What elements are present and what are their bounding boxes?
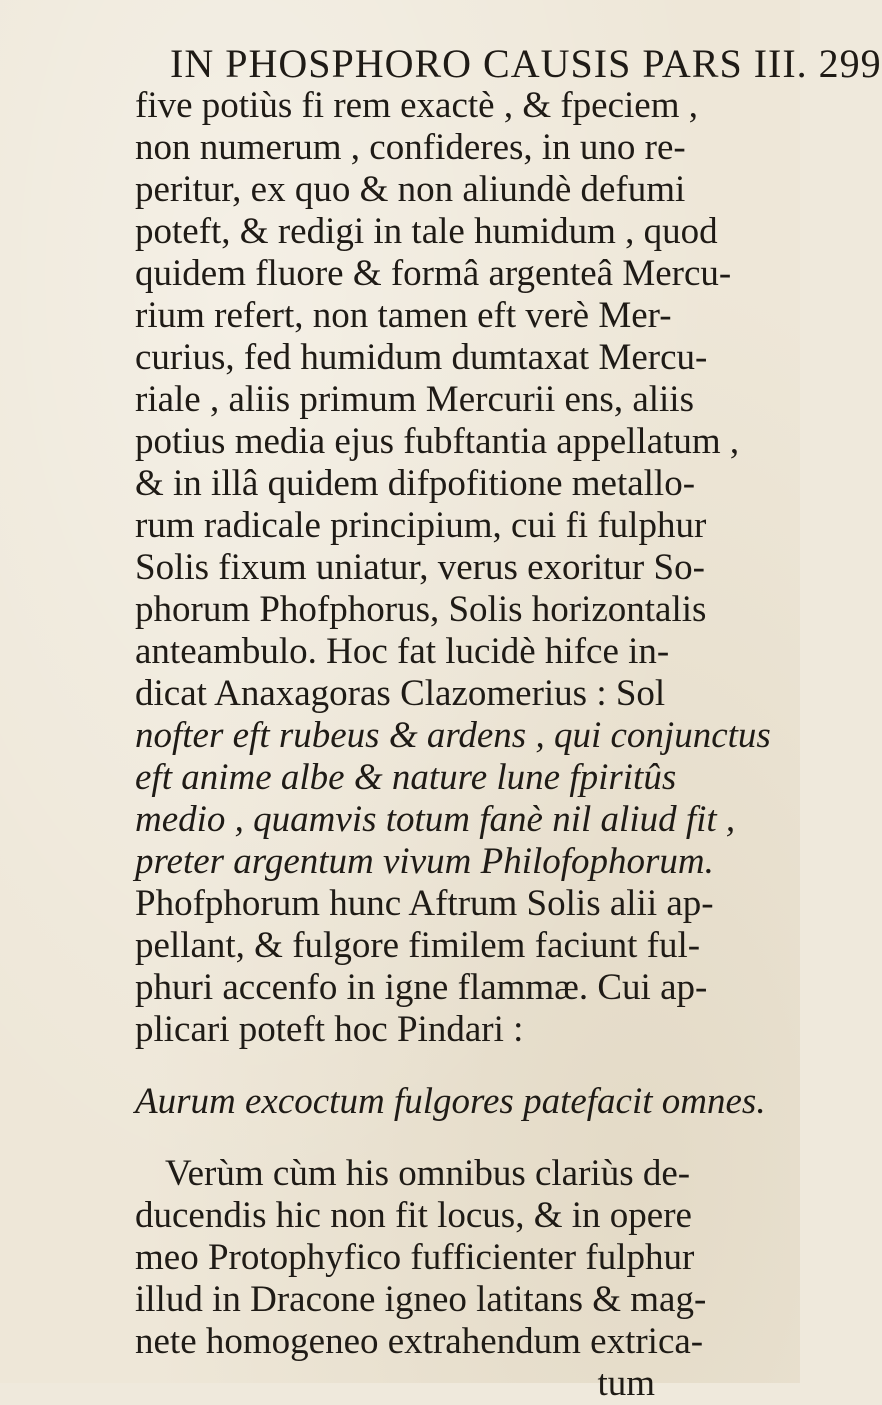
text-line: potius media ejus fubftantia appellatum , [135,421,740,462]
quote-line: medio , quamvis totum fanè nil aliud fit , [135,799,736,840]
text-line: illud in Dracone igneo latitans & mag- [135,1279,707,1320]
text-line: non numerum , confideres, in uno re- [135,127,686,168]
text-line: & in illâ quidem difpofitione metallo- [135,463,696,504]
text-line: five potiùs fi rem exactè , & fpeciem , [135,85,699,126]
quote-line: eft anime albe & nature lune fpiritûs [135,757,677,798]
text-line: phorum Phofphorus, Solis horizontalis [135,589,707,630]
text-line: Phofphorum hunc Aftrum Solis alii ap- [135,883,714,924]
text-line: rium refert, non tamen eft verè Mer- [135,295,672,336]
body-text [135,85,771,1405]
text-line: curius, fed humidum dumtaxat Mercu- [135,337,708,378]
spacer [135,1123,695,1153]
text-line: Solis fixum uniatur, verus exoritur So- [135,547,705,588]
text-line: plicari poteft hoc Pindari : [135,1009,524,1050]
text-line: phuri accenfo in igne flammæ. Cui ap- [135,967,708,1008]
catchword: tum [597,1363,655,1404]
text-line: dicat Anaxagoras Clazomerius : Sol [135,673,666,714]
text-line: anteambulo. Hoc fat lucidè hifce in- [135,631,670,672]
quote-line: preter argentum vivum Philofophorum. [135,841,714,882]
running-header: IN PHOSPHORO CAUSIS PARS III. 299 [170,41,882,86]
verse-line: Aurum excoctum fulgores patefacit omnes. [135,1081,766,1122]
text-line: rum radicale principium, cui fi fulphur [135,505,707,546]
text-line: poteft, & redigi in tale humidum , quod [135,211,718,252]
text-line: Verùm cùm his omnibus clariùs de- [165,1153,691,1194]
text-line: peritur, ex quo & non aliundè defumi [135,169,686,210]
quote-line: nofter eft rubeus & ardens , qui conjunctus [135,715,771,756]
text-line: quidem fluore & formâ argenteâ Mercu- [135,253,732,294]
text-line: nete homogeneo extrahendum extrica- [135,1321,704,1362]
text-line: pellant, & fulgore fimilem faciunt ful- [135,925,701,966]
text-line: meo Protophyfico fufficienter fulphur [135,1237,695,1278]
spacer [135,1051,695,1081]
text-line: riale , aliis primum Mercurii ens, aliis [135,379,694,420]
text-line: ducendis hic non fit locus, & in opere [135,1195,692,1236]
